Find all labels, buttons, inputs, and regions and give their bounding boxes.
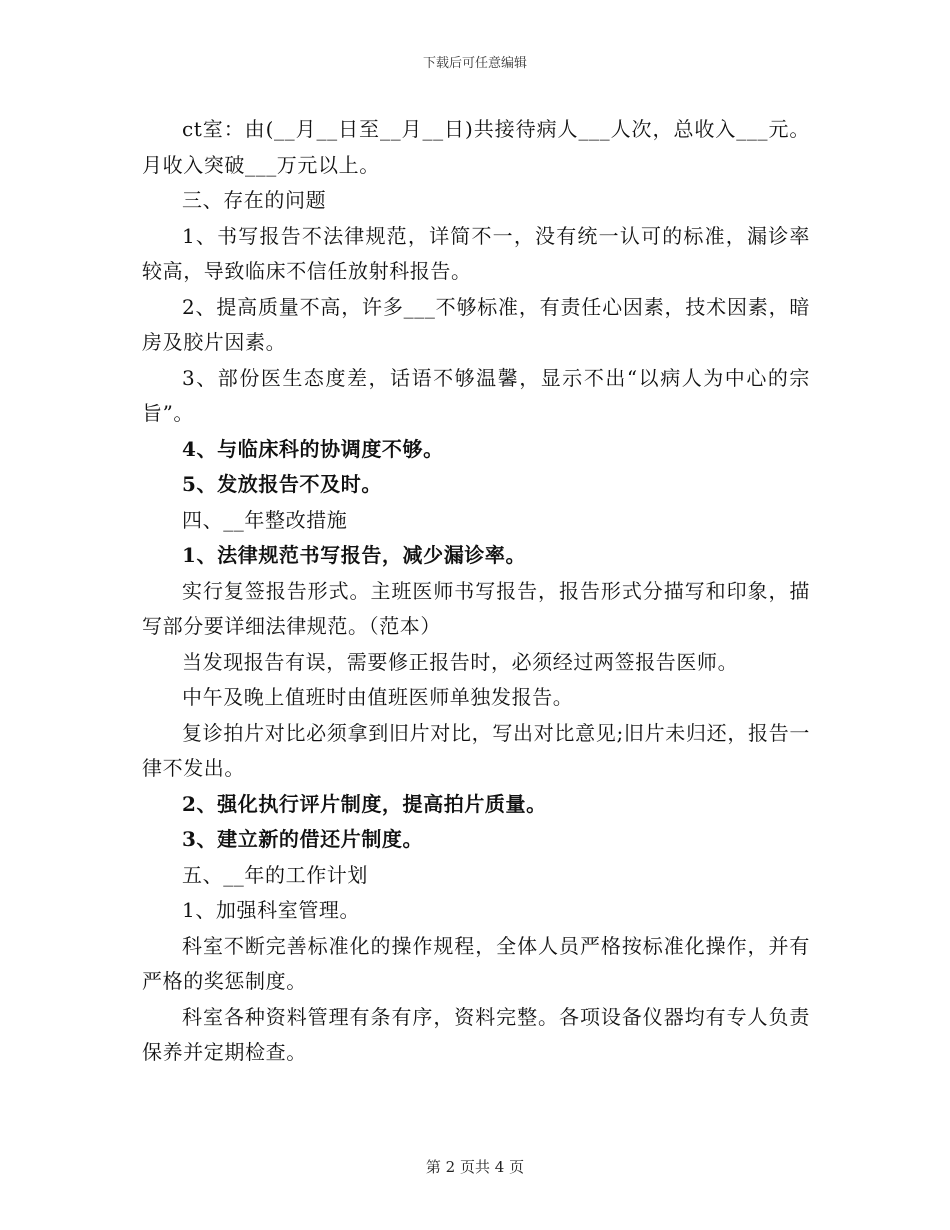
paragraph-ct-room: ct室：由(__月__日至__月__日)共接待病人___人次，总收入___元。月收入突破___万元以上。 bbox=[142, 117, 810, 177]
measure-detail-3: 中午及晚上值班时由值班医师单独发报告。 bbox=[182, 685, 574, 709]
heading-existing-problems: 三、存在的问题 bbox=[182, 188, 327, 212]
measure-detail-2: 当发现报告有误，需要修正报告时，必须经过两签报告医师。 bbox=[182, 649, 739, 674]
measure-detail-4: 复诊拍片对比必须拿到旧片对比，写出对比意见;旧片未归还，报告一律不发出。 bbox=[142, 720, 810, 780]
measure-item-1: 1、法律规范书写报告，减少漏诊率。 bbox=[182, 543, 527, 567]
problem-item-4: 4、与临床科的协调度不够。 bbox=[182, 436, 444, 461]
plan-item-1: 1、加强科室管理。 bbox=[182, 898, 361, 922]
problem-item-5: 5、发放报告不及时。 bbox=[182, 472, 382, 496]
plan-detail-1: 科室不断完善标准化的操作规程，全体人员严格按标准化操作，并有严格的奖惩制度。 bbox=[142, 933, 810, 993]
heading-work-plan: 五、__年的工作计划 bbox=[182, 862, 368, 887]
measure-detail-1: 实行复签报告形式。主班医师书写报告，报告形式分描写和印象，描写部分要详细法律规范。（范本） bbox=[142, 578, 810, 638]
problem-item-2: 2、提高质量不高，许多___不够标准，有责任心因素，技术因素，暗房及胶片因素。 bbox=[142, 294, 810, 354]
problem-item-3: 3、部份医生态度差，话语不够温馨，显示不出“以病人为中心的宗旨”。 bbox=[142, 365, 810, 425]
heading-rectification-measures: 四、__年整改措施 bbox=[182, 507, 348, 532]
document-body bbox=[142, 112, 810, 1071]
measure-item-3: 3、建立新的借还片制度。 bbox=[182, 827, 424, 851]
page-footer: 第 2 页共 4 页 bbox=[425, 1158, 525, 1176]
plan-detail-2: 科室各种资料管理有条有序，资料完整。各项设备仪器均有专人负责保养并定期检查。 bbox=[142, 1004, 810, 1064]
measure-item-2: 2、强化执行评片制度，提高拍片质量。 bbox=[182, 791, 547, 816]
page-header: 下载后可任意编辑 bbox=[422, 56, 527, 71]
problem-item-1: 1、书写报告不法律规范，详简不一，没有统一认可的标准，漏诊率较高，导致临床不信任放射科报告。 bbox=[142, 223, 810, 283]
